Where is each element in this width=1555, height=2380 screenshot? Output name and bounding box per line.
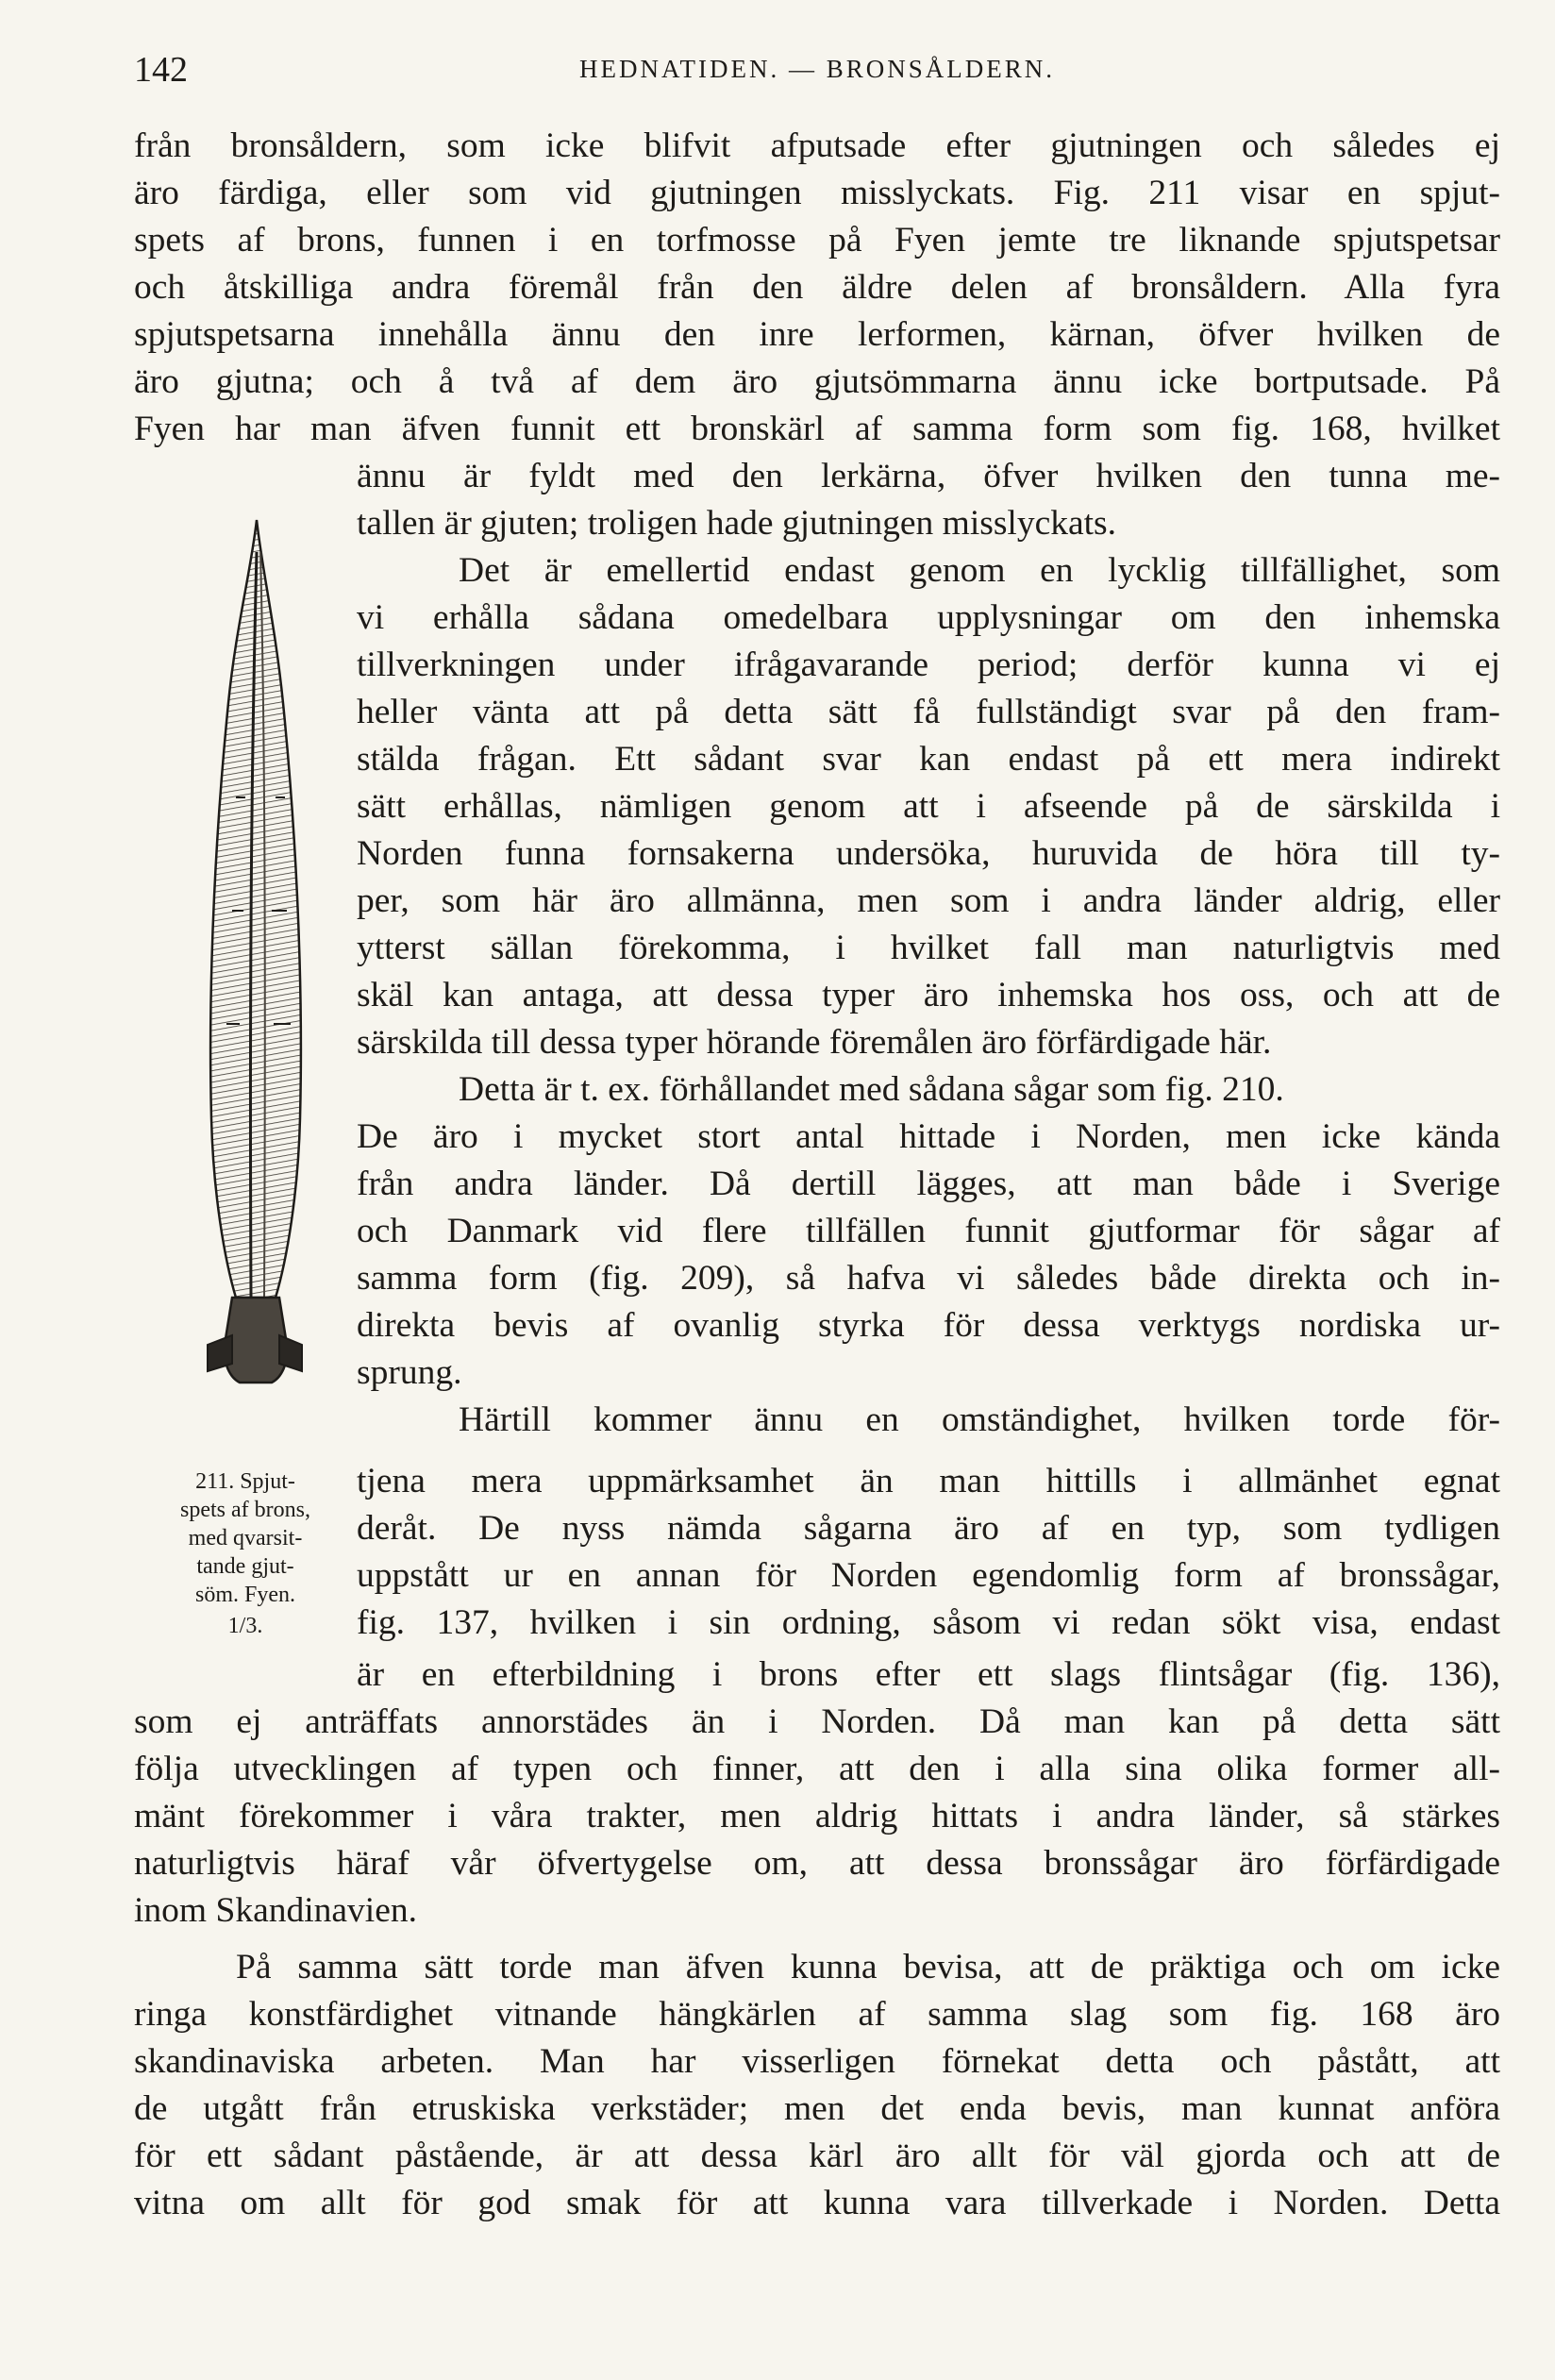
text-line: tjena mera uppmärksamhet än man hittills i allmänhet egnat <box>357 1462 1500 1500</box>
text-line: heller vänta att på detta sätt få fullständigt svar på den fram- <box>357 693 1500 731</box>
figure-caption-line: tande gjut- <box>196 1554 294 1579</box>
text-line: mänt förekommer i våra trakter, men aldrig hittats i andra länder, så stärkes <box>134 1797 1500 1835</box>
text-line: Fyen har man äfven funnit ett bronskärl af samma form som fig. 168, hvilket <box>134 410 1500 448</box>
text-line: för ett sådant påstående, är att dessa kärl äro allt för väl gjorda och att de <box>134 2137 1500 2175</box>
text-line: På samma sätt torde man äfven kunna bevisa, att de präktiga och om icke <box>236 1948 1500 1986</box>
text-line: som ej anträffats annorstädes än i Norden. Då man kan på detta sätt <box>134 1702 1500 1741</box>
figure-caption-line: 1/3. <box>227 1614 263 1638</box>
text-line: från bronsåldern, som icke blifvit afputsade efter gjutningen och således ej <box>134 126 1500 165</box>
text-line: ringa konstfärdighet vitnande hängkärlen af samma slag som fig. 168 äro <box>134 1995 1500 2034</box>
figure-caption-line: 211. Spjut- <box>195 1469 295 1494</box>
text-line: samma form (fig. 209), så hafva vi således både direkta och in- <box>357 1259 1500 1298</box>
text-line: spjutspetsarna innehålla ännu den inre lerformen, kärnan, öfver hvilken de <box>134 315 1500 354</box>
text-line: per, som här äro allmänna, men som i andra länder aldrig, eller <box>357 881 1500 920</box>
text-line: Härtill kommer ännu en omständighet, hvilken torde för- <box>459 1400 1500 1439</box>
text-line: är en efterbildning i brons efter ett slags flintsågar (fig. 136), <box>357 1655 1500 1694</box>
text-line: direkta bevis af ovanlig styrka för dessa verktygs nordiska ur- <box>357 1306 1500 1345</box>
text-line: ytterst sällan förekomma, i hvilket fall man naturligtvis med <box>357 929 1500 967</box>
text-line: sprung. <box>357 1353 462 1392</box>
text-line: ännu är fyldt med den lerkärna, öfver hvilken den tunna me- <box>357 457 1500 495</box>
text-line: De äro i mycket stort antal hittade i Norden, men icke kända <box>357 1117 1500 1156</box>
text-line: Det är emellertid endast genom en lycklig tillfällighet, som <box>459 551 1500 590</box>
text-line: och åtskilliga andra föremål från den äldre delen af bronsåldern. Alla fyra <box>134 268 1500 307</box>
text-line: Detta är t. ex. förhållandet med sådana sågar som fig. 210. <box>459 1070 1284 1109</box>
spearhead-figure <box>170 514 340 1411</box>
text-line: stälda frågan. Ett sådant svar kan endast på ett mera indirekt <box>357 740 1500 779</box>
text-line: från andra länder. Då dertill lägges, att man både i Sverige <box>357 1165 1500 1203</box>
text-line: fig. 137, hvilken i sin ordning, såsom vi redan sökt visa, endast <box>357 1603 1500 1642</box>
text-line: inom Skandinavien. <box>134 1891 417 1930</box>
text-line: särskilda till dessa typer hörande föremålen äro förfärdigade här. <box>357 1023 1272 1062</box>
page-number: 142 <box>134 50 188 90</box>
text-line: spets af brons, funnen i en torfmosse på Fyen jemte tre liknande spjutspetsar <box>134 221 1500 260</box>
text-line: skäl kan antaga, att dessa typer äro inhemska hos oss, och att de <box>357 976 1500 1014</box>
text-line: vitna om allt för god smak för att kunna vara tillverkade i Norden. Detta <box>134 2184 1500 2222</box>
text-line: Norden funna fornsakerna undersöka, huruvida de höra till ty- <box>357 834 1500 873</box>
spearhead-illustration <box>170 514 340 1411</box>
text-line: deråt. De nyss nämda sågarna äro af en typ, som tydligen <box>357 1509 1500 1548</box>
text-line: tillverkningen under ifrågavarande period; derför kunna vi ej <box>357 645 1500 684</box>
text-line: skandinaviska arbeten. Man har visserligen förnekat detta och påstått, att <box>134 2042 1500 2081</box>
text-line: och Danmark vid flere tillfällen funnit gjutformar för sågar af <box>357 1212 1500 1250</box>
figure-caption-line: med qvarsit- <box>188 1526 303 1550</box>
text-line: äro färdiga, eller som vid gjutningen misslyckats. Fig. 211 visar en spjut- <box>134 174 1500 212</box>
text-line: sätt erhållas, nämligen genom att i afseende på de särskilda i <box>357 787 1500 826</box>
page-header <box>134 49 1500 96</box>
text-line: uppstått ur en annan för Norden egendomlig form af bronssågar, <box>357 1556 1500 1595</box>
text-line: äro gjutna; och å två af dem äro gjutsömmarna ännu icke bortputsade. På <box>134 362 1500 401</box>
text-line: naturligtvis häraf vår öfvertygelse om, att dessa bronssågar äro förfärdigade <box>134 1844 1500 1883</box>
text-line: följa utvecklingen af typen och finner, att den i alla sina olika former all- <box>134 1750 1500 1788</box>
text-line: de utgått från etruskiska verkstäder; men det enda bevis, man kunnat anföra <box>134 2089 1500 2128</box>
text-line: vi erhålla sådana omedelbara upplysningar om den inhemska <box>357 598 1500 637</box>
figure-caption-line: söm. Fyen. <box>194 1583 295 1607</box>
figure-caption-line: spets af brons, <box>180 1498 310 1522</box>
text-line: tallen är gjuten; troligen hade gjutningen misslyckats. <box>357 504 1117 543</box>
running-head: HEDNATIDEN. — BRONSÅLDERN. <box>579 55 1055 83</box>
